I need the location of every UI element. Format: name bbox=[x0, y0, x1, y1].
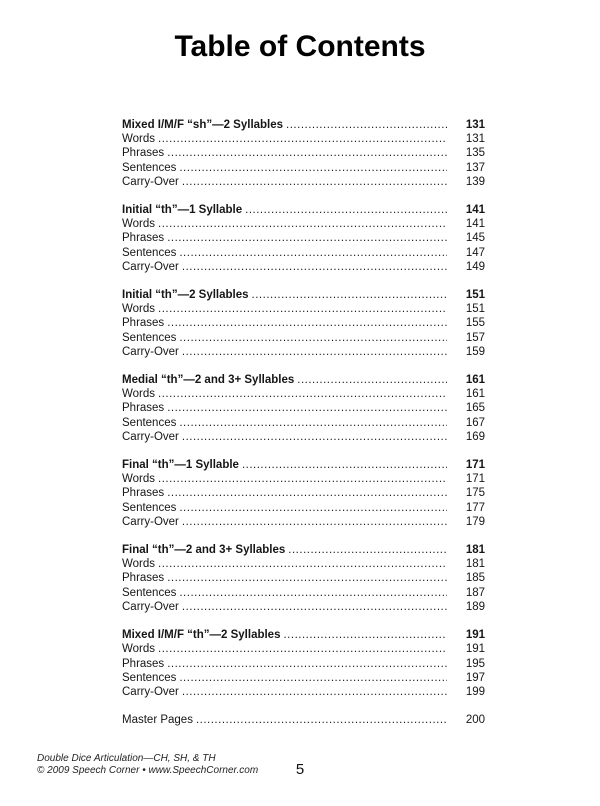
dot-leader bbox=[179, 416, 447, 430]
toc-entry-page-number: 151 bbox=[465, 289, 485, 302]
toc-entry-page-number: 181 bbox=[465, 558, 485, 571]
toc-entry-label: Sentences bbox=[122, 161, 177, 174]
toc-entry bbox=[122, 260, 485, 274]
dot-leader bbox=[242, 458, 447, 472]
toc-entry-page-number: 179 bbox=[465, 515, 485, 528]
toc-entry bbox=[122, 387, 485, 401]
toc-entry-label: Words bbox=[122, 303, 156, 316]
footer-copyright: © 2009 Speech Corner • www.SpeechCorner.com bbox=[37, 765, 259, 776]
toc-entry-page-number: 135 bbox=[465, 147, 485, 160]
toc-entry bbox=[122, 657, 485, 671]
dot-leader bbox=[179, 501, 447, 515]
dot-leader bbox=[167, 486, 447, 500]
toc-entry-page-number: 131 bbox=[465, 119, 485, 131]
toc-entry-label: Final “th”—1 Syllable bbox=[122, 459, 239, 472]
toc-section-heading bbox=[122, 203, 485, 217]
dot-leader bbox=[288, 543, 447, 557]
toc-entry bbox=[122, 430, 485, 444]
toc-section bbox=[122, 628, 485, 699]
toc-entry-page-number: 195 bbox=[465, 657, 485, 670]
toc-section bbox=[122, 373, 485, 444]
toc-entry bbox=[122, 231, 485, 245]
toc-entry-label: Phrases bbox=[122, 657, 165, 670]
toc-entry-page-number: 161 bbox=[465, 374, 485, 387]
dot-leader bbox=[182, 685, 447, 699]
toc-entry-page-number: 131 bbox=[465, 133, 485, 146]
dot-leader bbox=[179, 161, 447, 175]
page-number: 5 bbox=[295, 761, 305, 778]
toc-entry-label: Words bbox=[122, 388, 156, 401]
toc-entry-label: Sentences bbox=[122, 416, 177, 429]
toc-entry-page-number: 167 bbox=[465, 416, 485, 429]
toc-entry-page-number: 199 bbox=[465, 685, 485, 698]
toc-section bbox=[122, 118, 485, 189]
toc-entry-label: Sentences bbox=[122, 246, 177, 259]
toc-entry bbox=[122, 642, 485, 656]
dot-leader bbox=[283, 628, 447, 642]
toc-section-heading bbox=[122, 458, 485, 472]
dot-leader bbox=[158, 642, 447, 656]
toc-entry-label: Phrases bbox=[122, 147, 165, 160]
toc-entry-label: Words bbox=[122, 133, 156, 146]
dot-leader bbox=[158, 387, 447, 401]
toc-entry bbox=[122, 600, 485, 614]
toc-entry bbox=[122, 217, 485, 231]
toc-entry-label: Sentences bbox=[122, 501, 177, 514]
toc-section-heading bbox=[122, 628, 485, 642]
toc-entry-label: Phrases bbox=[122, 232, 165, 245]
toc-entry-page-number: 165 bbox=[465, 402, 485, 415]
toc-section-heading bbox=[122, 543, 485, 557]
toc-entry bbox=[122, 331, 485, 345]
dot-leader bbox=[179, 671, 447, 685]
dot-leader bbox=[158, 472, 447, 486]
dot-leader bbox=[182, 175, 447, 189]
toc-section bbox=[122, 458, 485, 529]
toc-entry-page-number: 147 bbox=[465, 246, 485, 259]
toc-entry-page-number: 155 bbox=[465, 317, 485, 330]
toc-entry-label: Carry-Over bbox=[122, 430, 179, 443]
dot-leader bbox=[167, 571, 447, 585]
toc-entry bbox=[122, 501, 485, 515]
dot-leader bbox=[179, 586, 447, 600]
toc-entry-label: Carry-Over bbox=[122, 175, 179, 188]
dot-leader bbox=[167, 146, 447, 160]
toc-entry-label: Carry-Over bbox=[122, 600, 179, 613]
toc-section-heading bbox=[122, 118, 485, 132]
toc-entry-label: Carry-Over bbox=[122, 260, 179, 273]
dot-leader bbox=[182, 260, 447, 274]
toc-entry bbox=[122, 175, 485, 189]
dot-leader bbox=[158, 302, 447, 316]
toc-entry-label: Final “th”—2 and 3+ Syllables bbox=[122, 544, 286, 557]
toc-entry bbox=[122, 316, 485, 330]
dot-leader bbox=[167, 657, 447, 671]
toc-entry-page-number: 187 bbox=[465, 586, 485, 599]
toc-entry-label: Sentences bbox=[122, 671, 177, 684]
dot-leader bbox=[167, 231, 447, 245]
toc-entry bbox=[122, 132, 485, 146]
dot-leader bbox=[158, 217, 447, 231]
toc-entry-label: Mixed I/M/F “th”—2 Syllables bbox=[122, 629, 281, 642]
toc-entry-label: Carry-Over bbox=[122, 345, 179, 358]
table-of-contents bbox=[122, 118, 485, 727]
toc-entry-page-number: 177 bbox=[465, 501, 485, 514]
toc-entry-page-number: 191 bbox=[465, 629, 485, 642]
toc-section-heading bbox=[122, 373, 485, 387]
document-page bbox=[0, 30, 600, 778]
dot-leader bbox=[182, 345, 447, 359]
toc-entry bbox=[122, 557, 485, 571]
toc-entry-page-number: 141 bbox=[465, 204, 485, 217]
toc-entry-page-number: 185 bbox=[465, 572, 485, 585]
toc-master-pages-entry bbox=[122, 713, 485, 727]
toc-entry bbox=[122, 161, 485, 175]
toc-entry-label: Phrases bbox=[122, 317, 165, 330]
toc-entry bbox=[122, 472, 485, 486]
toc-entry-page-number: 189 bbox=[465, 600, 485, 613]
toc-entry-label: Carry-Over bbox=[122, 515, 179, 528]
dot-leader bbox=[182, 600, 447, 614]
dot-leader bbox=[245, 203, 447, 217]
toc-entry-page-number: 161 bbox=[465, 388, 485, 401]
toc-entry bbox=[122, 246, 485, 260]
toc-entry-label: Words bbox=[122, 558, 156, 571]
dot-leader bbox=[158, 557, 447, 571]
toc-entry-page-number: 191 bbox=[465, 643, 485, 656]
toc-entry-page-number: 149 bbox=[465, 260, 485, 273]
toc-section bbox=[122, 203, 485, 274]
dot-leader bbox=[179, 331, 447, 345]
toc-entry-label: Master Pages bbox=[122, 714, 193, 727]
toc-entry-page-number: 139 bbox=[465, 175, 485, 188]
toc-entry-label: Medial “th”—2 and 3+ Syllables bbox=[122, 374, 295, 387]
dot-leader bbox=[182, 515, 447, 529]
toc-entry-page-number: 169 bbox=[465, 430, 485, 443]
toc-entry-label: Phrases bbox=[122, 487, 165, 500]
toc-entry bbox=[122, 671, 485, 685]
toc-section-heading bbox=[122, 288, 485, 302]
toc-entry bbox=[122, 146, 485, 160]
toc-entry-label: Initial “th”—2 Syllables bbox=[122, 289, 249, 302]
toc-section bbox=[122, 288, 485, 359]
toc-entry-page-number: 157 bbox=[465, 331, 485, 344]
toc-entry bbox=[122, 401, 485, 415]
toc-entry-page-number: 200 bbox=[465, 714, 485, 727]
toc-entry bbox=[122, 486, 485, 500]
toc-entry bbox=[122, 416, 485, 430]
toc-entry-label: Sentences bbox=[122, 331, 177, 344]
toc-entry bbox=[122, 586, 485, 600]
toc-entry-page-number: 151 bbox=[465, 303, 485, 316]
toc-entry-label: Words bbox=[122, 218, 156, 231]
toc-entry bbox=[122, 515, 485, 529]
dot-leader bbox=[252, 288, 447, 302]
toc-entry-page-number: 197 bbox=[465, 671, 485, 684]
toc-entry-label: Words bbox=[122, 643, 156, 656]
toc-entry-page-number: 181 bbox=[465, 544, 485, 557]
toc-entry-label: Carry-Over bbox=[122, 685, 179, 698]
dot-leader bbox=[179, 246, 447, 260]
toc-entry-page-number: 171 bbox=[465, 459, 485, 472]
toc-entry bbox=[122, 345, 485, 359]
toc-entry-label: Phrases bbox=[122, 572, 165, 585]
footer-book-title: Double Dice Articulation—CH, SH, & TH bbox=[37, 753, 216, 764]
toc-section bbox=[122, 543, 485, 614]
toc-entry-page-number: 159 bbox=[465, 345, 485, 358]
toc-entry-label: Words bbox=[122, 473, 156, 486]
toc-entry-page-number: 141 bbox=[465, 218, 485, 231]
toc-entry-label: Mixed I/M/F “sh”—2 Syllables bbox=[122, 119, 284, 131]
toc-entry-page-number: 137 bbox=[465, 161, 485, 174]
toc-entry-label: Phrases bbox=[122, 402, 165, 415]
toc-entry bbox=[122, 302, 485, 316]
toc-entry bbox=[122, 685, 485, 699]
dot-leader bbox=[286, 118, 447, 132]
dot-leader bbox=[196, 713, 447, 727]
dot-leader bbox=[167, 316, 447, 330]
toc-entry-page-number: 145 bbox=[465, 232, 485, 245]
toc-entry-label: Initial “th”—1 Syllable bbox=[122, 204, 243, 217]
toc-entry bbox=[122, 571, 485, 585]
dot-leader bbox=[158, 132, 447, 146]
toc-entry-page-number: 171 bbox=[465, 473, 485, 486]
page-title: Table of Contents bbox=[174, 30, 426, 63]
dot-leader bbox=[182, 430, 447, 444]
dot-leader bbox=[167, 401, 447, 415]
dot-leader bbox=[297, 373, 447, 387]
toc-entry-label: Sentences bbox=[122, 586, 177, 599]
toc-entry-page-number: 175 bbox=[465, 487, 485, 500]
